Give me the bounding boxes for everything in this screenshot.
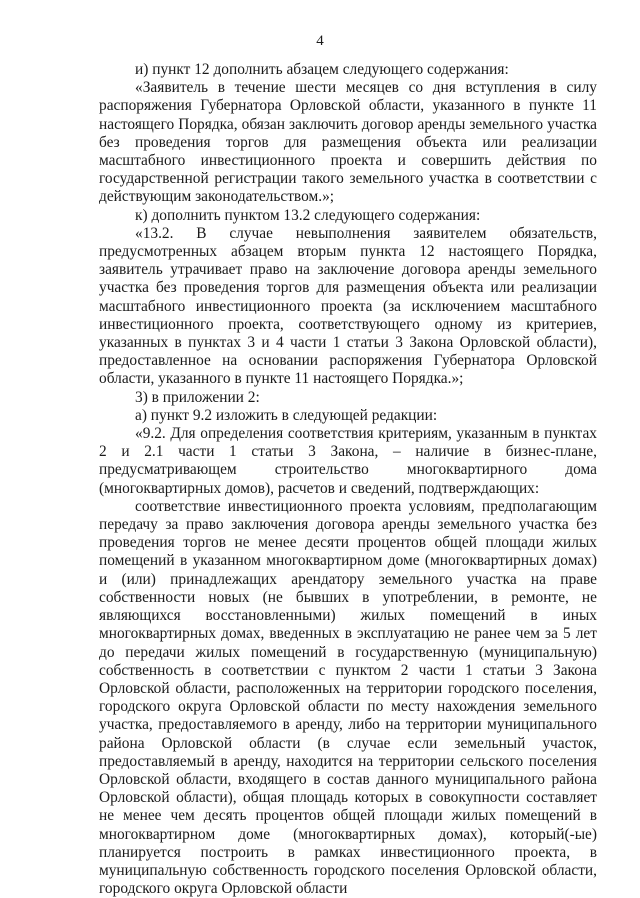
paragraph-item-k: к) дополнить пунктом 13.2 следующего содержания:	[135, 206, 481, 224]
paragraph-quote-9-2: «9.2. Для определения соответствия критериям, указанным в пунктах 2 и 2.1 части 1 статьи 3 Закона, – наличие в бизнес-плане, предусматривающем строительство многоквартирного дома (многоквартирных домов), расчетов и сведений, подтверждающих:	[99, 425, 597, 497]
paragraph-quote-13-2: «13.2. В случае невыполнения заявителем обязательств, предусмотренных абзацем вторым пункта 12 настоящего Порядка, заявитель утрачивает право на заключение договора аренды земельного участка без проведения торгов для размещения объекта или реализации масштабного инвестиционного проекта (за исключением масштабного инвестиционного проекта, соответствующего одному из критериев, указанных в пунктах 3 и 4 части 1 статьи 3 Закона Орловской области), предоставленное на основании распоряжения Губернатора Орловской области, указанного в пункте 11 настоящего Порядка.»;	[99, 224, 597, 388]
paragraph-quote-applicant: «Заявитель в течение шести месяцев со дня вступления в силу распоряжения Губернатора Орловской области, указанного в пункте 11 настоящего Порядка, обязан заключить договор аренды земельного участка без проведения торгов для размещения объекта или реализации масштабного инвестиционного проекта и совершить действия по государственной регистрации такого земельного участка в соответствии с действующим законодательством.»;	[99, 79, 597, 206]
paragraph-item-3: 3) в приложении 2:	[135, 388, 260, 406]
paragraph-item-i: и) пункт 12 дополнить абзацем следующего содержания:	[135, 61, 509, 78]
paragraph-compliance: соответствие инвестиционного проекта условиям, предполагающим передачу за право заключения договора аренды земельного участка без проведения торгов не менее десяти процентов общей площади жилых помещений в указанном многоквартирном доме (многоквартирных домах) и (или) принадлежащих арендатору земельного участка на праве собственности новых (не бывших в употреблении, в ремонте, не являющихся восстановленными) жилых помещений в иных многоквартирных домах, введенных в эксплуатацию не ранее чем за 5 лет до передачи жилых помещений в государственную (муниципальную) собственность в соответствии с пунктом 2 части 1 статьи 3 Закона Орловской области, расположенных на территории городского поселения, городского округа Орловской области по месту нахождения земельного участка, предоставляемого в аренду, либо на территории муниципального района Орловской области (в случае если земельный участок, предоставляемый в аренду, находится на территории сельского поселения Орловской области, входящего в состав данного муниципального района Орловской области), общая площадь которых в совокупности составляет не менее чем десять процентов общей площади жилых помещений в многоквартирном доме (многоквартирных домах), который(-ые) планируется построить в рамках инвестиционного проекта, в муниципальную собственность городского поселения Орловской области, городского округа Орловской области	[99, 497, 597, 898]
paragraph-item-a: а) пункт 9.2 изложить в следующей редакции:	[135, 406, 438, 424]
page-number: 4	[316, 33, 324, 49]
document-body	[99, 61, 597, 898]
